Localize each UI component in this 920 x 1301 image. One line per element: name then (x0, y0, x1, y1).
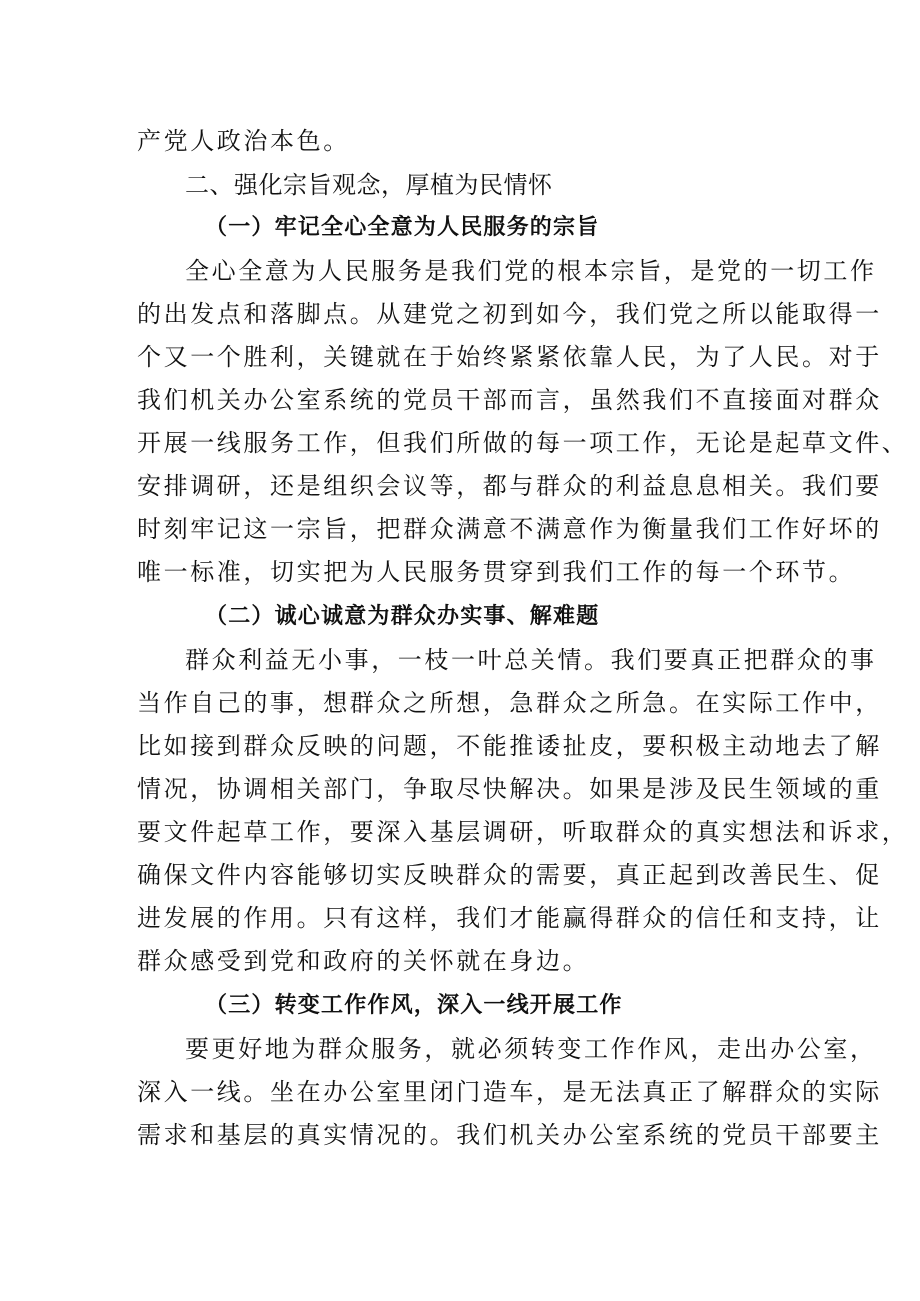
paragraph-line: 比如接到群众反映的问题，不能推诿扯皮，要积极主动地去了解 (137, 732, 882, 760)
paragraph-line: 情况，协调相关部门，争取尽快解决。如果是涉及民生领域的重 (137, 775, 882, 803)
paragraph-line: 群众感受到党和政府的关怀就在身边。 (137, 947, 590, 975)
paragraph-line: 全心全意为人民服务是我们党的根本宗旨，是党的一切工作 (185, 257, 877, 285)
paragraph-line: 安排调研，还是组织会议等，都与群众的利益息息相关。我们要 (137, 472, 882, 500)
paragraph-line: 确保文件内容能够切实反映群众的需要，真正起到改善民生、促 (137, 861, 882, 889)
paragraph-line: 深入一线。坐在办公室里闭门造车，是无法真正了解群众的实际 (137, 1078, 882, 1106)
subsection-heading-2: （二）诚心诚意为群众办实事、解难题 (205, 604, 600, 629)
section-heading: 二、强化宗旨观念，厚植为民情怀 (185, 171, 553, 199)
paragraph-line: 时刻牢记这一宗旨，把群众满意不满意作为衡量我们工作好坏的 (137, 515, 882, 543)
paragraph-line: 开展一线服务工作，但我们所做的每一项工作，无论是起草文件、 (137, 429, 909, 457)
subsection-heading-1: （一）牢记全心全意为人民服务的宗旨 (205, 215, 600, 240)
paragraph-line: 当作自己的事，想群众之所想，急群众之所急。在实际工作中， (137, 689, 882, 717)
paragraph-line: 唯一标准，切实把为人民服务贯穿到我们工作的每一个环节。 (137, 558, 856, 586)
subsection-heading-3: （三）转变工作作风，深入一线开展工作 (205, 993, 623, 1018)
paragraph-line: 需求和基层的真实情况的。我们机关办公室系统的党员干部要主 (137, 1121, 882, 1149)
paragraph-line: 我们机关办公室系统的党员干部而言，虽然我们不直接面对群众 (137, 386, 882, 414)
paragraph-line: 要文件起草工作，要深入基层调研，听取群众的真实想法和诉求， (137, 818, 909, 846)
paragraph-line: 的出发点和落脚点。从建党之初到如今，我们党之所以能取得一 (137, 300, 882, 328)
paragraph-line: 要更好地为群众服务，就必须转变工作作风，走出办公室， (185, 1035, 877, 1063)
previous-paragraph-tail: 产党人政治本色。 (137, 127, 350, 155)
paragraph-line: 进发展的作用。只有这样，我们才能赢得群众的信任和支持，让 (137, 904, 882, 932)
paragraph-line: 群众利益无小事，一枝一叶总关情。我们要真正把群众的事 (185, 646, 877, 674)
paragraph-line: 个又一个胜利，关键就在于始终紧紧依靠人民，为了人民。对于 (137, 343, 882, 371)
